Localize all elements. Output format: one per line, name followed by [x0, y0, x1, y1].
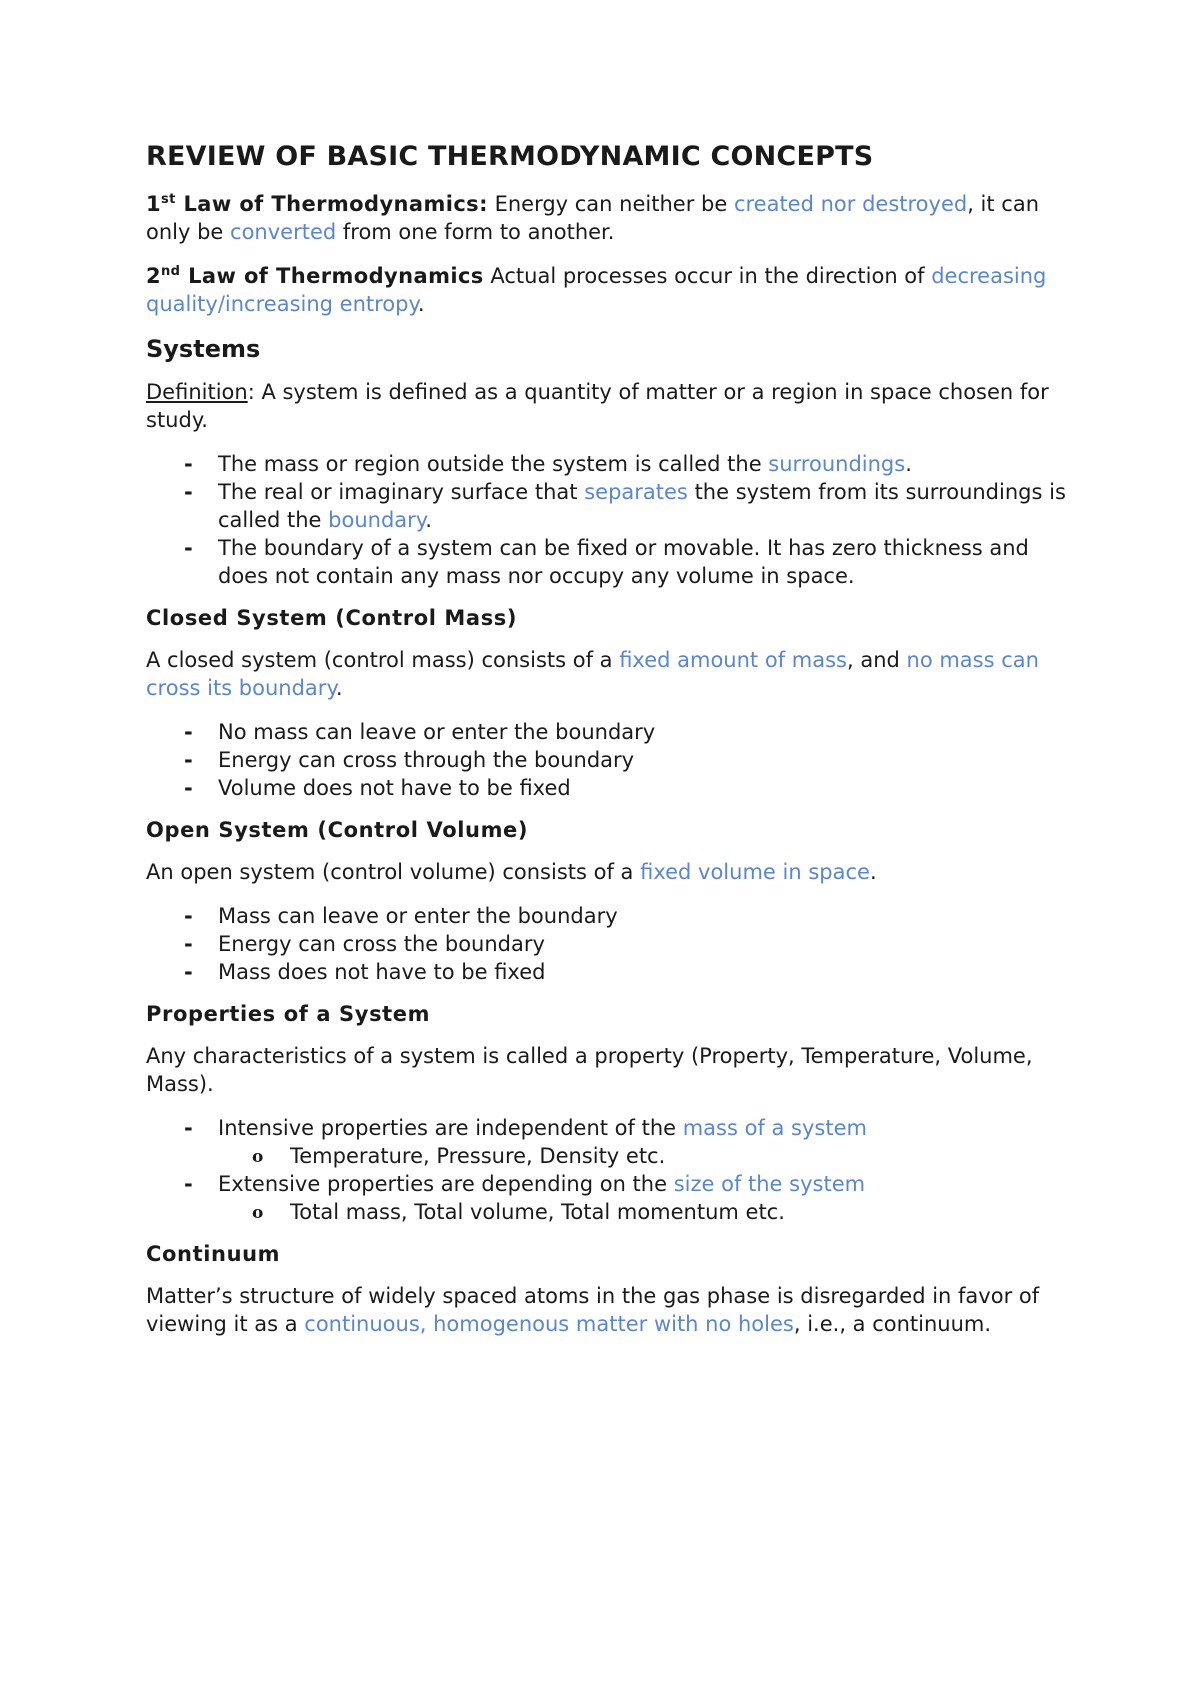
- properties-paragraph: Any characteristics of a system is called a property (Property, Temperature, Volume, Mass).: [146, 1044, 1033, 1096]
- paragraph-highlight: fixed amount of mass: [619, 648, 847, 672]
- list-item: [146, 450, 1066, 478]
- second-law-paragraph: [146, 262, 1066, 318]
- definition-label: Definition: [146, 380, 248, 404]
- first-law-label: Law of Thermodynamics:: [175, 192, 488, 216]
- sub-list-text: Temperature, Pressure, Density etc.: [290, 1144, 666, 1168]
- closed-system-paragraph: [146, 646, 1066, 702]
- paragraph-highlight: continuous, homogenous matter with no holes: [304, 1312, 794, 1336]
- dash-bullet: -: [184, 720, 193, 744]
- second-law-title: [146, 264, 484, 288]
- list-text: .: [425, 508, 432, 532]
- list-highlight: size of the system: [673, 1172, 866, 1196]
- list-highlight: mass of a system: [682, 1116, 867, 1140]
- list-highlight: boundary: [328, 508, 426, 532]
- second-law-text: Actual processes occur in the direction of: [483, 264, 932, 288]
- list-text: Extensive properties are depending on the: [218, 1172, 674, 1196]
- continuum-paragraph: [146, 1282, 1066, 1338]
- second-law-number: 2: [146, 264, 162, 288]
- sub-list: [218, 1198, 1066, 1226]
- paragraph-text: A closed system (control mass) consists of a: [146, 648, 620, 672]
- list-item: [146, 718, 1066, 746]
- dash-bullet: -: [184, 932, 193, 956]
- dash-bullet: -: [184, 480, 193, 504]
- paragraph-text: .: [869, 860, 877, 884]
- sub-list-item: [218, 1142, 1066, 1170]
- systems-heading: Systems: [146, 335, 261, 363]
- sub-list-text: Total mass, Total volume, Total momentum etc.: [290, 1200, 785, 1224]
- document-title: REVIEW OF BASIC THERMODYNAMIC CONCEPTS: [146, 141, 874, 172]
- first-law-number: 1: [146, 192, 162, 216]
- second-law-label: Law of Thermodynamics: [180, 264, 484, 288]
- continuum-heading: Continuum: [146, 1242, 281, 1266]
- first-law-paragraph: [146, 190, 1066, 246]
- dash-bullet: -: [184, 960, 193, 984]
- sub-list: [218, 1142, 1066, 1170]
- systems-list: [146, 450, 1066, 590]
- list-highlight: separates: [584, 480, 688, 504]
- dash-bullet: -: [184, 536, 193, 560]
- list-text: Mass can leave or enter the boundary: [218, 904, 618, 928]
- dash-bullet: -: [184, 776, 193, 800]
- list-text: Intensive properties are independent of the: [218, 1116, 683, 1140]
- sub-list-item: [218, 1198, 1066, 1226]
- closed-system-heading: Closed System (Control Mass): [146, 606, 518, 630]
- list-item: [146, 930, 1066, 958]
- open-system-paragraph: [146, 858, 1066, 886]
- document-content: [146, 140, 1066, 1354]
- circle-bullet: o: [252, 1203, 264, 1223]
- first-law-text: , it can only be: [146, 192, 1040, 244]
- first-law-highlight: created nor destroyed: [733, 192, 968, 216]
- list-text: Energy can cross the boundary: [218, 932, 545, 956]
- properties-heading: Properties of a System: [146, 1002, 431, 1026]
- paragraph-text: .: [335, 676, 343, 700]
- paragraph-highlight: fixed volume in space: [640, 860, 870, 884]
- list-text: Energy can cross through the boundary: [218, 748, 635, 772]
- open-system-heading: Open System (Control Volume): [146, 818, 529, 842]
- dash-bullet: -: [184, 904, 193, 928]
- systems-definition: [146, 378, 1066, 434]
- list-item: [146, 958, 1066, 986]
- list-text: The boundary of a system can be fixed or movable. It has zero thickness and does not contain any mass nor occupy any volume in space.: [218, 536, 1029, 588]
- dash-bullet: -: [184, 452, 193, 476]
- circle-bullet: o: [252, 1147, 264, 1167]
- open-system-list: [146, 902, 1066, 986]
- definition-text: : A system is defined as a quantity of matter or a region in space chosen for study.: [146, 380, 1049, 432]
- list-item: [146, 478, 1066, 534]
- list-item: [146, 1170, 1066, 1226]
- first-law-highlight: converted: [230, 220, 337, 244]
- list-item: [146, 534, 1066, 590]
- list-text: No mass can leave or enter the boundary: [218, 720, 656, 744]
- list-item: [146, 746, 1066, 774]
- list-highlight: surroundings: [768, 452, 906, 476]
- dash-bullet: -: [184, 1172, 193, 1196]
- closed-system-list: [146, 718, 1066, 802]
- paragraph-text: , i.e., a continuum.: [793, 1312, 992, 1336]
- first-law-title: [146, 192, 488, 216]
- list-text: .: [905, 452, 912, 476]
- first-law-text: from one form to another.: [336, 220, 615, 244]
- first-law-superscript: st: [161, 192, 176, 207]
- list-text: Mass does not have to be fixed: [218, 960, 546, 984]
- list-text: The mass or region outside the system is called the: [218, 452, 769, 476]
- paragraph-text: Matter’s structure of widely spaced atoms in the gas phase is disregarded in favor of viewing it as a: [146, 1284, 1040, 1336]
- paragraph-text: An open system (control volume) consists of a: [146, 860, 641, 884]
- properties-list: [146, 1114, 1066, 1226]
- dash-bullet: -: [184, 1116, 193, 1140]
- second-law-highlight: decreasing quality/increasing entropy: [146, 264, 1047, 316]
- list-text: the system from its surroundings is called the: [218, 480, 1066, 532]
- second-law-superscript: nd: [161, 264, 181, 279]
- list-item: [146, 1114, 1066, 1170]
- list-item: [146, 902, 1066, 930]
- list-text: The real or imaginary surface that: [218, 480, 585, 504]
- list-text: Volume does not have to be fixed: [218, 776, 571, 800]
- second-law-text: .: [417, 292, 425, 316]
- first-law-text: Energy can neither be: [487, 192, 734, 216]
- paragraph-highlight: no mass can cross its boundary: [146, 648, 1039, 700]
- list-item: [146, 774, 1066, 802]
- dash-bullet: -: [184, 748, 193, 772]
- paragraph-text: , and: [846, 648, 907, 672]
